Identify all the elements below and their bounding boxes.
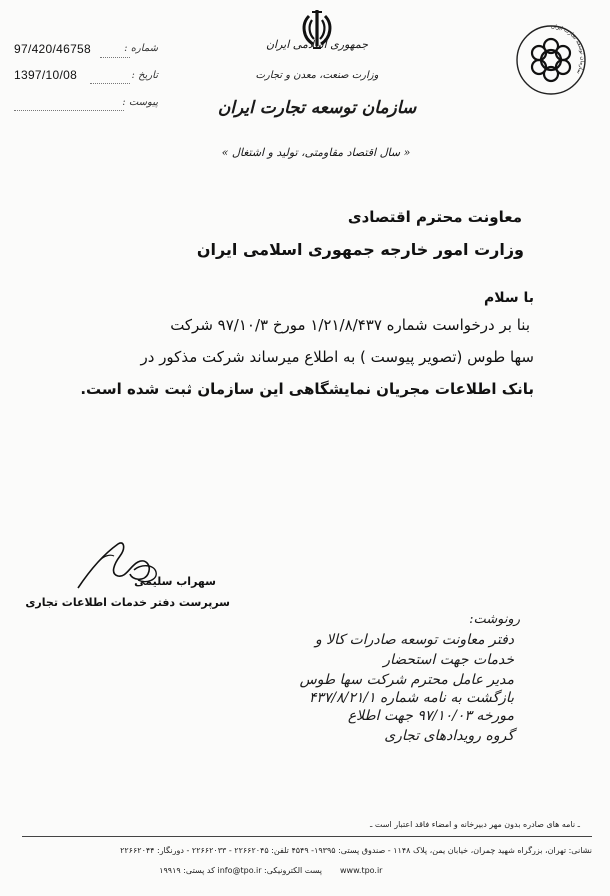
date-dotted-line [90, 83, 130, 84]
footer-address: نشانی: تهران، بزرگراه شهید چمران، خیابان یمن، پلاک ۱۱۴۸ - صندوق پستی: ۱۹۳۹۵- ۴۵۴۹ تلفن: ۲۲۶۶۲۰۴۵ - ۲۲۶۶۲۰۳۳ - دورنگار: ۲۲۶۶۲۰۴۴ [120, 846, 592, 855]
body-line-3: بانک اطلاعات مجریان نمایشگاهی این سازمان ثبت شده است. [80, 380, 534, 398]
cc-line-3: مدیر عامل محترم شرکت سها طوس [299, 672, 514, 688]
republic-name: جمهوری اسلامی ایران [265, 38, 369, 51]
signatory-name: سهراب سلیمی [134, 575, 216, 588]
greeting: با سلام [483, 290, 534, 306]
handwritten-signature [60, 530, 170, 600]
attachment-dotted-line [14, 110, 124, 111]
organization-seal-icon [514, 14, 588, 108]
cc-line-6: گروه رویدادهای تجاری [384, 728, 514, 744]
date-label: تاریخ : [131, 70, 158, 81]
number-dotted-line [100, 57, 130, 58]
cc-line-1: دفتر معاونت توسعه صادرات کالا و [314, 632, 514, 648]
recipient-title: معاونت محترم اقتصادی [347, 208, 522, 226]
footer-divider [22, 836, 592, 837]
footer-website: www.tpo.ir [340, 866, 383, 875]
cc-heading: رونوشت: [469, 612, 520, 627]
cc-line-4: بازگشت به نامه شماره ۴۳۷/۸/۲۱/۱ [308, 690, 514, 706]
body-line-1: بنا بر درخواست شماره ۱/۲۱/۸/۴۳۷ مورخ ۹۷/۱۰/۳ شرکت [170, 316, 530, 334]
recipient-ministry: وزارت امور خارجه جمهوری اسلامی ایران [196, 240, 524, 259]
letter-number: 97/420/46758 [14, 42, 92, 56]
cc-line-2: خدمات جهت استحضار [383, 652, 514, 668]
footer-email-postal: پست الکترونیکی: info@tpo.ir کد پستی: ۱۹۹۱۹ [159, 866, 322, 875]
body-line-2: سها طوس (تصویر پیوست ) به اطلاع میرساند شرکت مذکور در [140, 348, 534, 366]
letter-date: 1397/10/08 [14, 68, 78, 82]
footer-validity-note: ـ نامه های صادره بدون مهر دبیرخانه و امضاء فاقد اعتبار است ـ [370, 820, 580, 829]
seal-ring-text: سازمان توسعه تجارت ایران [550, 23, 585, 75]
attachment-label: پیوست : [122, 97, 158, 108]
year-slogan: « سال اقتصاد مقاومتی، تولید و اشتغال » [221, 146, 411, 159]
signatory-title: سرپرست دفتر خدمات اطلاعات تجاری [25, 596, 230, 609]
organization-name: سازمان توسعه تجارت ایران [217, 98, 417, 118]
ministry-name: وزارت صنعت، معدن و تجارت [255, 70, 379, 81]
cc-line-5: مورخه ۹۷/۱۰/۰۳ جهت اطلاع [347, 708, 514, 724]
number-label: شماره : [124, 43, 158, 54]
